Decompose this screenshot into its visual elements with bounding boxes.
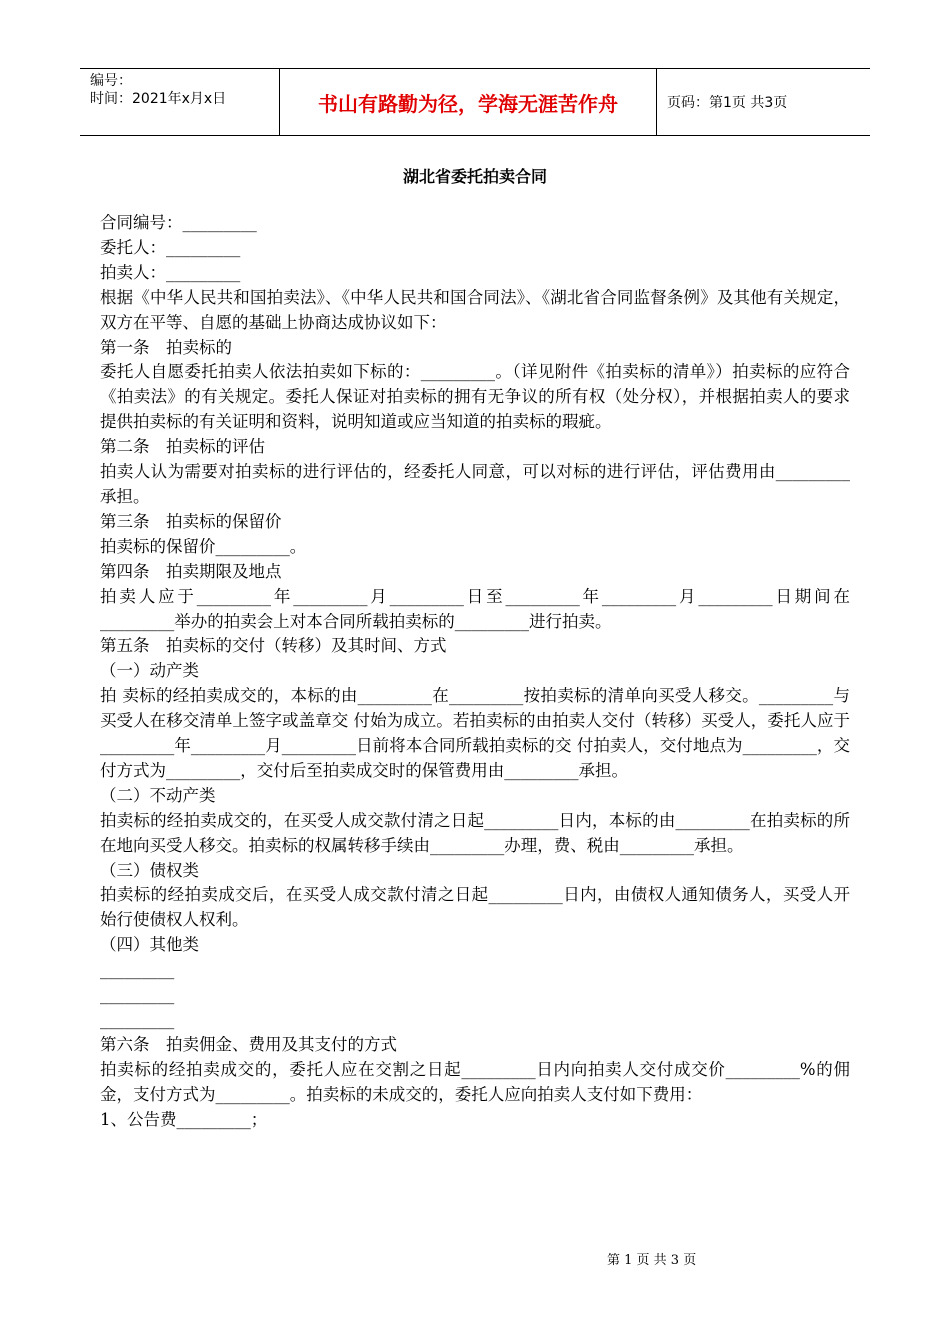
page-footer: 第 1 页 共 3 页: [607, 1253, 697, 1268]
document-paragraph: 第二条 拍卖标的评估: [100, 437, 265, 457]
document-paragraph: _________: [100, 960, 175, 980]
document-paragraph: 委托人：_________: [100, 237, 241, 257]
document-paragraph: 拍卖人认为需要对拍卖标的进行评估的，经委托人同意，可以对标的进行评估，评估费用由_________承担。: [100, 462, 850, 506]
document-paragraph: 拍卖标的经拍卖成交的，委托人应在交割之日起_________日内向拍卖人交付成交价_________%的佣金，支付方式为_________。拍卖标的未成交的，委托人应向拍卖人支付如下费用：: [100, 1059, 850, 1104]
document-paragraph: 第一条 拍卖标的: [100, 337, 232, 357]
document-paragraph: 拍卖标的经拍卖成交的，在买受人成交款付清之日起_________日内，本标的由_________在拍卖标的所在地向买受人移交。拍卖标的权属转移手续由_________办理，费、税由_________承担。: [100, 810, 850, 855]
document-paragraph: 拍 卖标的经拍卖成交的，本标的由_________在_________按拍卖标的清单向买受人移交。_________与买受人在移交清单上签字或盖章交 付始为成立。若拍卖标的由拍卖人交付（转移）买受人，委托人应于_________年_________月_________日前将本合同所载拍卖标的交 付拍卖人，交付地点为_________，交付方式为_________，交付后至拍卖成交时的保管费用由_________承担。: [100, 686, 850, 780]
document-paragraph: 合同编号：_________: [100, 213, 257, 232]
header-motto: 书山有路勤为径，学海无涯苦作舟: [280, 69, 657, 135]
document-paragraph: 拍卖标的保留价_________。: [100, 536, 307, 556]
page-header: [80, 68, 870, 136]
document-paragraph: 第三条 拍卖标的保留价: [100, 511, 282, 531]
document-paragraph: 第六条 拍卖佣金、费用及其支付的方式: [100, 1034, 397, 1054]
document-paragraph: _________: [100, 1010, 175, 1029]
header-meta: [80, 69, 280, 135]
document-paragraph: 委托人自愿委托拍卖人依法拍卖如下标的：_________。（详见附件《拍卖标的清单》）拍卖标的应符合《拍卖法》的有关规定。委托人保证对拍卖标的拥有无争议的所有权（处分权），并根据拍卖人的要求提供拍卖标的有关证明和资料，说明知道或应当知道的拍卖标的瑕疵。: [100, 362, 850, 432]
document-title: 湖北省委托拍卖合同: [402, 167, 547, 186]
header-page-info: 页码：第1页 共3页: [667, 95, 788, 111]
document-paragraph: 根据《中华人民共和国拍卖法》、《中华人民共和国合同法》、《湖北省合同监督条例》及其他有关规定，双方在平等、自愿的基础上协商达成协议如下：: [100, 287, 850, 332]
header-number-label: 编号：: [90, 73, 132, 89]
document-paragraph: 第五条 拍卖标的交付（转移）及其时间、方式: [100, 636, 447, 656]
document-paragraph: _________: [100, 985, 175, 1005]
document-paragraph: 拍卖人应于_________年_________月_________日至_________年_________月_________日期间在_________举办的拍卖会上对本合同所载拍卖标的_________进行拍卖。: [100, 586, 850, 631]
document-paragraph: （一）动产类: [100, 661, 199, 681]
document-paragraph: 拍卖标的经拍卖成交后，在买受人成交款付清之日起_________日内，由债权人通知债务人，买受人开始行使债权人权利。: [100, 885, 850, 930]
document-paragraph: 第四条 拍卖期限及地点: [100, 561, 282, 581]
header-date-label: 时间：2021年x月x日: [90, 91, 227, 107]
document-paragraph: （三）债权类: [100, 860, 199, 880]
document-paragraph: （四）其他类: [100, 935, 199, 955]
document-paragraph: 1、公告费_________；: [100, 1109, 268, 1129]
document-paragraph: 拍卖人：_________: [100, 262, 241, 282]
document-paragraph: （二）不动产类: [100, 785, 216, 805]
document-body: [100, 211, 850, 1133]
